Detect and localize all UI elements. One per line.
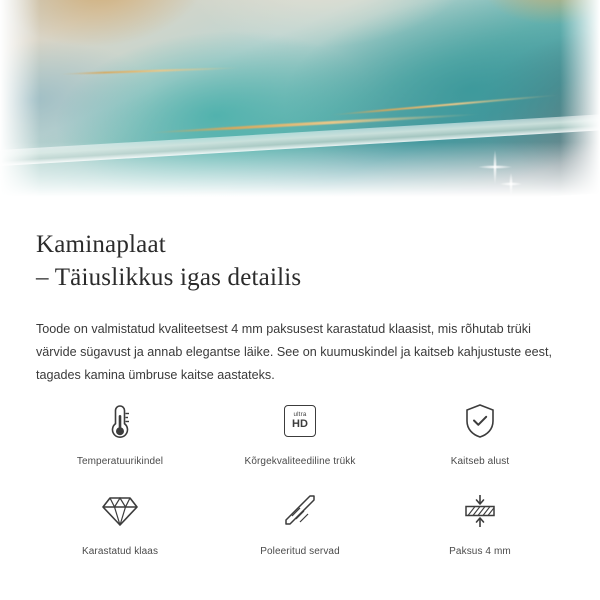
diamond-icon <box>101 488 139 534</box>
feature-label: Paksus 4 mm <box>449 546 511 557</box>
feature-item-thickness <box>390 488 570 570</box>
feature-label: Karastatud klaas <box>81 546 159 557</box>
text-block <box>36 228 570 387</box>
feature-item-temperature <box>30 398 210 480</box>
feature-label: Temperatuurikindel <box>76 456 164 467</box>
description-paragraph: Toode on valmistatud kvaliteetsest 4 mm paksusest karastatud klaasist, mis rõhutab trüki värvide sügavust ja annab elegantse läike. See on kuumuskindel ja kaitseb kahjustuste eest, tagades kamina ümbruse kaitse aastateks. <box>36 322 552 382</box>
page-title <box>36 228 570 294</box>
title-line-2: – Täiuslikkus igas detailis <box>36 264 302 291</box>
shield-check-icon <box>463 398 497 444</box>
thermometer-icon <box>105 398 135 444</box>
feature-item-polished-edges <box>210 488 390 570</box>
feature-grid <box>30 398 570 570</box>
thickness-icon <box>460 488 500 534</box>
title-line-1: Kaminaplaat <box>36 231 166 258</box>
ultra-hd-icon <box>284 398 316 444</box>
feature-label: Kõrgekvaliteediline trükk <box>244 456 356 467</box>
feature-label: Poleeritud servad <box>260 546 340 557</box>
feature-item-print-quality <box>210 398 390 480</box>
feature-item-surface-protection <box>390 398 570 480</box>
feature-item-tempered-glass <box>30 488 210 570</box>
polished-edge-icon <box>283 488 317 534</box>
ultra-hd-badge-bottom: HD <box>292 418 308 431</box>
ultra-hd-badge-top: ultra <box>293 410 307 418</box>
hero-image <box>0 0 600 212</box>
hero-fade-bottom <box>0 142 600 212</box>
feature-label: Kaitseb alust <box>450 456 510 467</box>
